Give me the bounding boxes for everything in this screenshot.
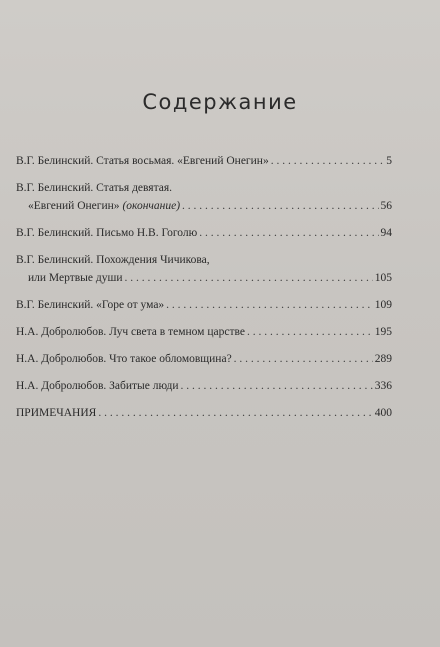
show-through-text-top [150,6,300,46]
toc-entry[interactable] [16,152,392,170]
toc-entry-note: (окончание) [122,200,181,212]
toc-entry[interactable] [16,296,392,314]
toc-heading: Содержание [142,90,298,114]
dot-leader [182,197,378,215]
dot-leader [181,377,373,395]
toc-page-number: 109 [374,299,392,311]
dot-leader [98,404,372,422]
toc-entry-title: Н.А. Добролюбов. Забитые люди [16,380,179,392]
dot-leader [199,224,378,242]
toc-entry-title: В.Г. Белинский. Статья девятая. [16,182,173,194]
toc-entry-title: Н.А. Добролюбов. Луч света в темном царстве [16,326,245,338]
dot-leader [234,350,373,368]
toc-entry-title: В.Г. Белинский. «Горе от ума» [16,299,165,311]
show-through-text-bottom [108,526,348,586]
toc-entry[interactable] [16,350,392,368]
toc-page-number: 336 [374,380,392,392]
toc-page-number: 289 [374,353,392,365]
table-of-contents [16,152,392,431]
toc-page-number: 195 [374,326,392,338]
toc-entry[interactable] [16,377,392,395]
toc-page-number: 56 [380,200,392,212]
toc-page-number: 105 [374,272,392,284]
toc-entry[interactable] [16,404,392,422]
toc-page-number: 94 [380,227,392,239]
dot-leader [247,323,373,341]
toc-entry-title: В.Г. Белинский. Похождения Чичикова, [16,254,210,266]
dot-leader [271,152,385,170]
toc-page-number: 400 [374,407,392,419]
toc-entry[interactable] [16,179,392,215]
toc-entry[interactable] [16,323,392,341]
toc-page-number: 5 [386,155,392,167]
dot-leader [124,269,372,287]
toc-entry-title: ПРИМЕЧАНИЯ [16,407,97,419]
toc-entry[interactable] [16,224,392,242]
toc-entry-title: В.Г. Белинский. Статья восьмая. «Евгений Онегин» [16,155,269,167]
toc-entry-title: В.Г. Белинский. Письмо Н.В. Гоголю [16,227,198,239]
toc-entry[interactable] [16,251,392,287]
toc-entry-title-cont: «Евгений Онегин» [28,200,120,212]
toc-entry-title: Н.А. Добролюбов. Что такое обломовщина? [16,353,232,365]
toc-entry-title-cont: или Мертвые души [28,272,123,284]
dot-leader [166,296,373,314]
